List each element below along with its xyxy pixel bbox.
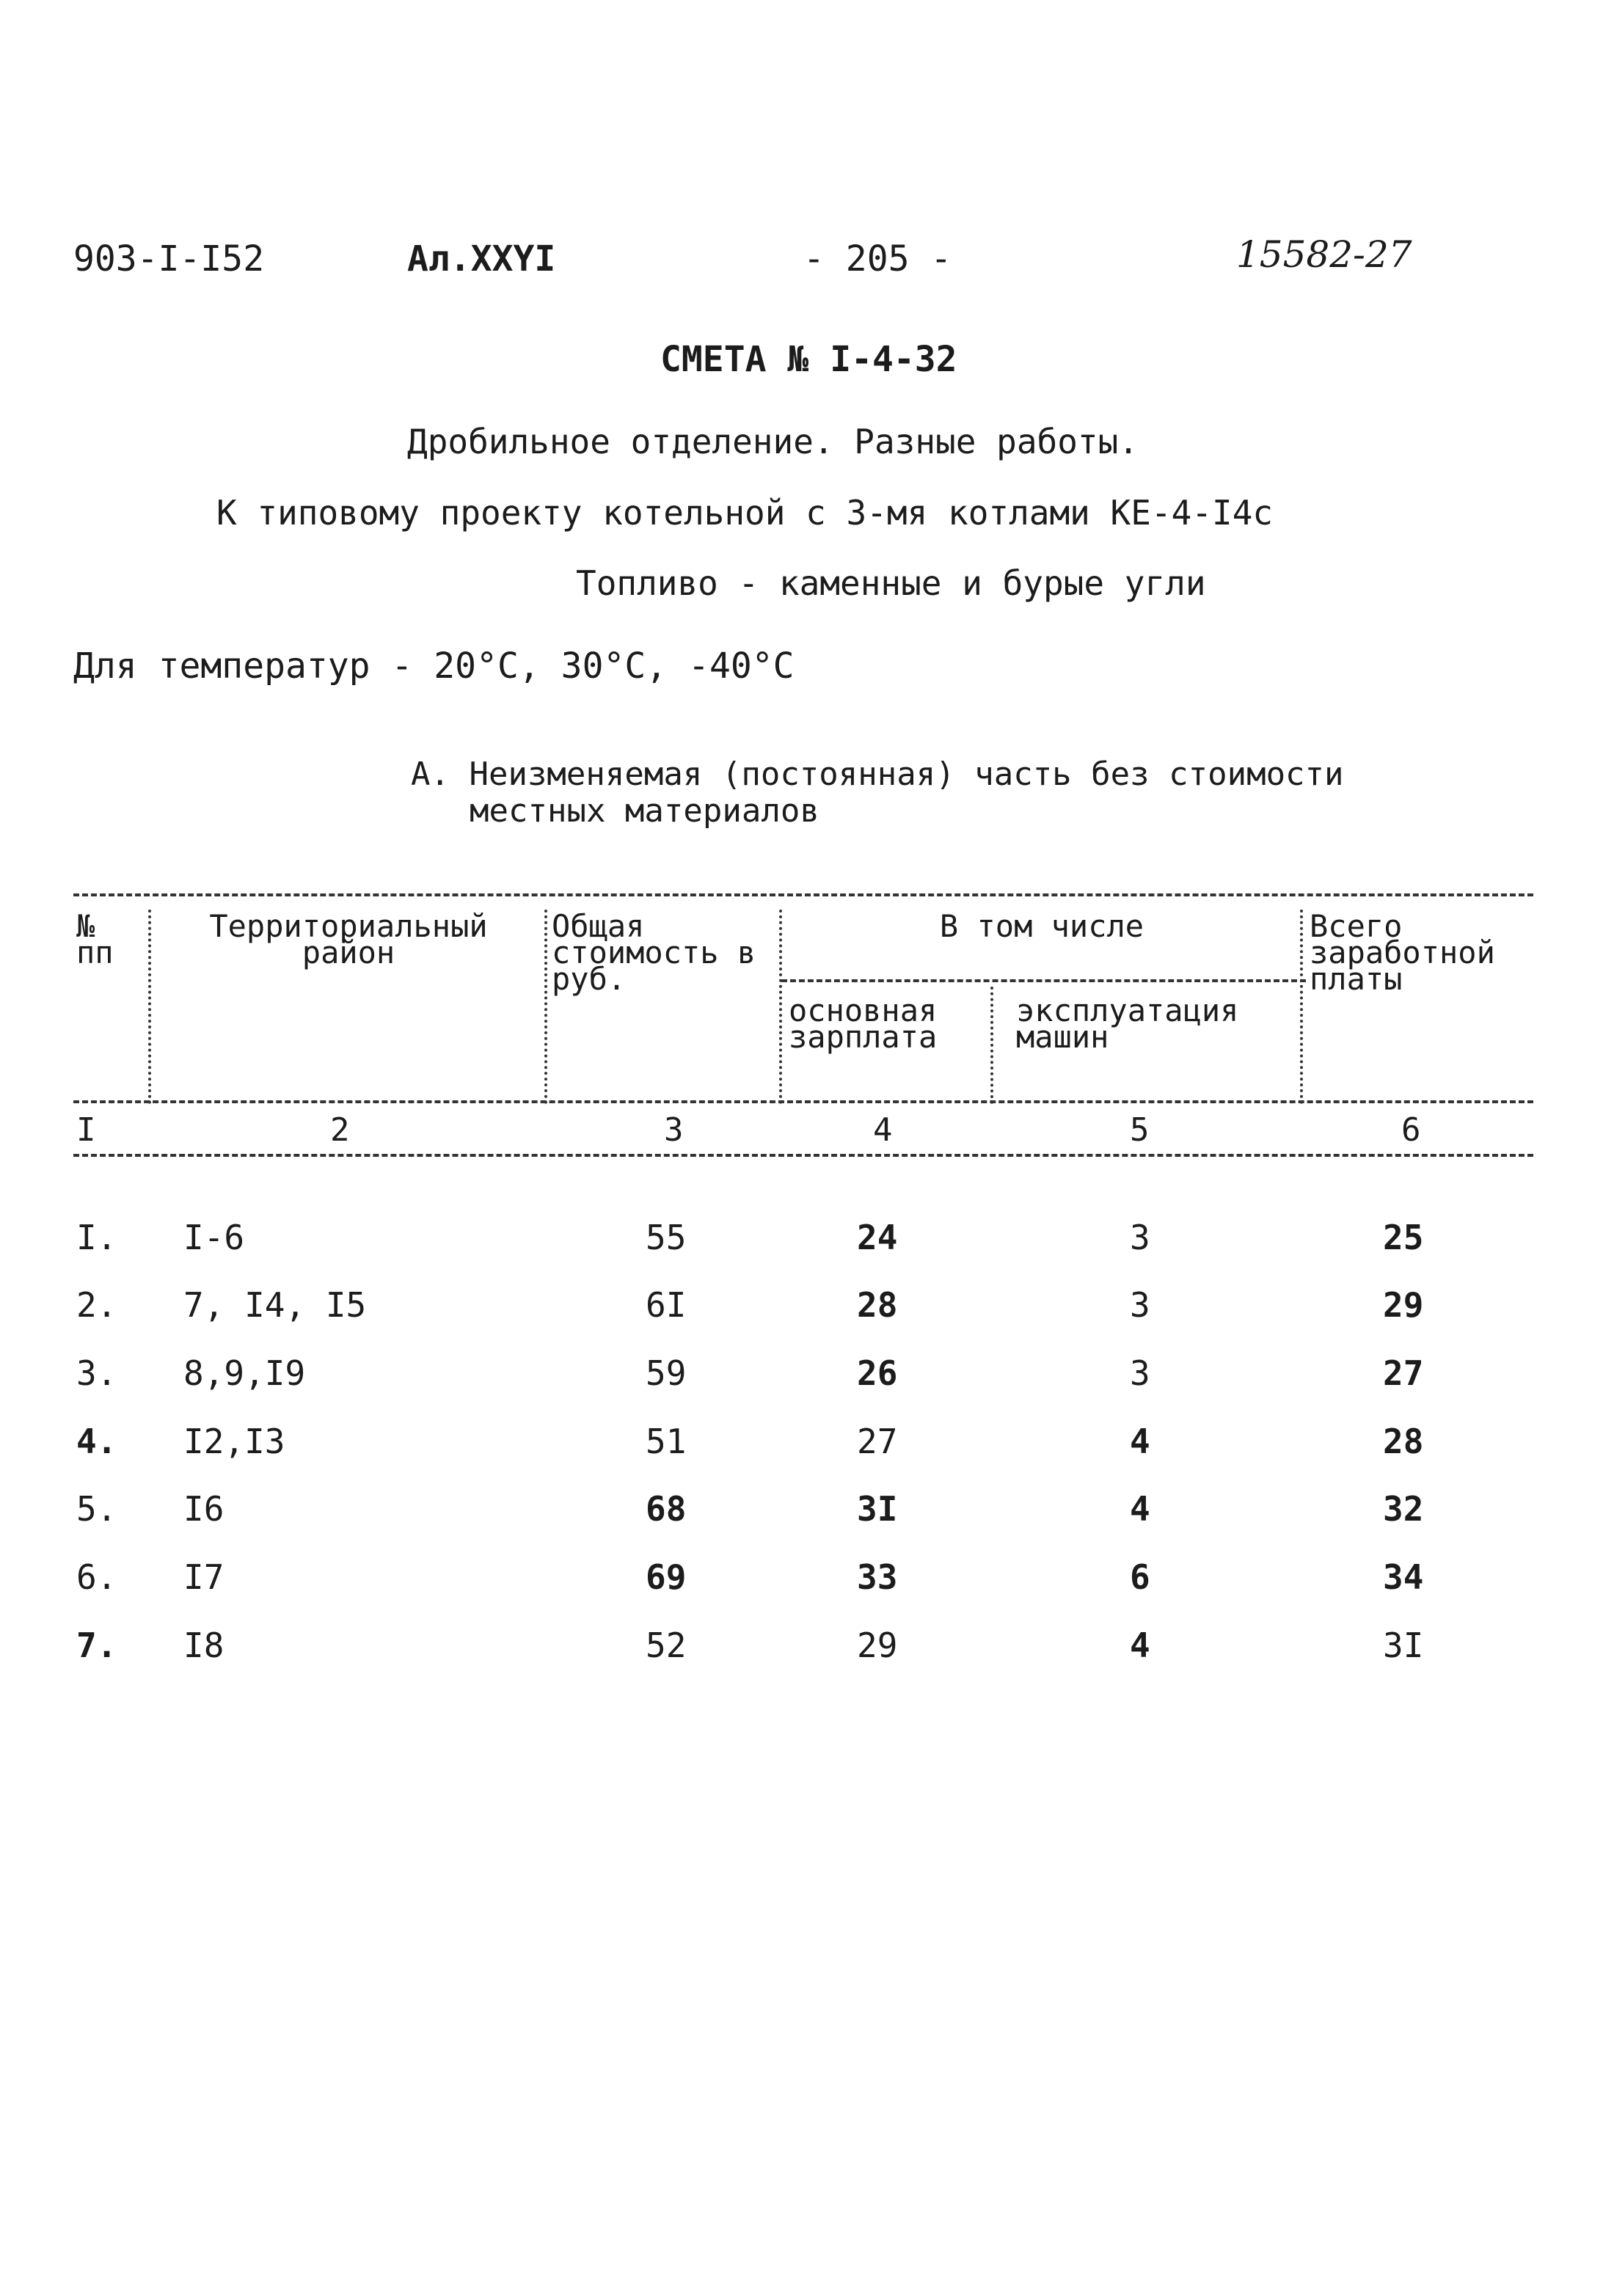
row-number: 6. xyxy=(76,1557,117,1597)
base-salary-cell: 33 xyxy=(857,1557,898,1597)
temperature-range: Для температур - 20°С, 30°С, -40°С xyxy=(73,646,795,687)
column-divider xyxy=(779,910,782,1104)
machine-operation-cell: 4 xyxy=(1130,1422,1150,1461)
row-number: 5. xyxy=(76,1489,117,1529)
total-cost-cell: 69 xyxy=(646,1557,687,1597)
column-number: 3 xyxy=(664,1111,684,1149)
region-cell: I6 xyxy=(183,1489,224,1529)
total-wages-cell: 3I xyxy=(1383,1626,1424,1665)
total-cost-cell: 55 xyxy=(646,1218,687,1257)
group-header-rule xyxy=(781,979,1306,982)
section-a-heading: А. Неизменяемая (постоянная) часть без стоимости xyxy=(411,756,1344,793)
total-cost-cell: 68 xyxy=(646,1489,687,1529)
table-top-rule xyxy=(73,893,1533,896)
machine-operation-cell: 4 xyxy=(1130,1489,1150,1529)
region-cell: 8,9,I9 xyxy=(183,1353,306,1393)
column-divider xyxy=(1300,910,1303,1104)
base-salary-cell: 26 xyxy=(857,1353,898,1393)
region-cell: I2,I3 xyxy=(183,1422,285,1461)
region-cell: I7 xyxy=(183,1557,224,1597)
header-region: Территориальный район xyxy=(209,908,488,970)
machine-operation-cell: 4 xyxy=(1130,1626,1150,1665)
row-number: 7. xyxy=(76,1626,117,1665)
header-bottom-rule xyxy=(73,1100,1533,1103)
column-divider xyxy=(148,910,151,1104)
column-number: 2 xyxy=(330,1111,350,1149)
header-total-cost: Общая стоимость в руб. xyxy=(552,908,756,997)
column-number: 6 xyxy=(1401,1111,1421,1149)
region-cell: I-6 xyxy=(183,1218,245,1257)
base-salary-cell: 29 xyxy=(857,1626,898,1665)
total-cost-cell: 51 xyxy=(646,1422,687,1461)
machine-operation-cell: 3 xyxy=(1130,1285,1150,1325)
column-numbers-rule xyxy=(73,1154,1533,1157)
total-wages-cell: 34 xyxy=(1383,1557,1424,1597)
row-number: I. xyxy=(76,1218,117,1257)
row-number: 4. xyxy=(76,1422,117,1461)
total-wages-cell: 27 xyxy=(1383,1353,1424,1393)
header-machine-operation: эксплуатация машин xyxy=(1016,992,1239,1055)
total-wages-cell: 28 xyxy=(1383,1422,1424,1461)
base-salary-cell: 27 xyxy=(857,1422,898,1461)
row-number: 3. xyxy=(76,1353,117,1393)
column-number: 4 xyxy=(873,1111,893,1149)
total-cost-cell: 52 xyxy=(646,1626,687,1665)
base-salary-cell: 3I xyxy=(857,1489,898,1529)
album-number: Ал.XXYI xyxy=(407,238,556,279)
total-wages-cell: 32 xyxy=(1383,1489,1424,1529)
header-total-wages: Всего заработной платы xyxy=(1310,908,1495,997)
page-number: - 205 - xyxy=(803,238,952,279)
total-cost-cell: 59 xyxy=(646,1353,687,1393)
project-reference: К типовому проекту котельной с 3-мя котлами КЕ-4-I4с xyxy=(216,493,1274,533)
header-including: В том числе xyxy=(939,908,1144,944)
region-cell: 7, I4, I5 xyxy=(183,1285,367,1325)
column-divider xyxy=(544,910,547,1104)
column-divider xyxy=(990,987,993,1104)
row-number: 2. xyxy=(76,1285,117,1325)
estimate-title: СМЕТА № I-4-32 xyxy=(660,339,957,380)
fuel-type: Топливо - каменные и бурые угли xyxy=(576,563,1206,603)
estimate-subtitle: Дробильное отделение. Разные работы. xyxy=(407,422,1139,461)
column-number: I xyxy=(76,1111,96,1149)
document-code: 903-I-I52 xyxy=(73,238,265,279)
total-cost-cell: 6I xyxy=(646,1285,687,1325)
total-wages-cell: 25 xyxy=(1383,1218,1424,1257)
region-cell: I8 xyxy=(183,1626,224,1665)
base-salary-cell: 28 xyxy=(857,1285,898,1325)
machine-operation-cell: 3 xyxy=(1130,1353,1150,1393)
section-a-heading-continued: местных материалов xyxy=(470,792,819,830)
column-number: 5 xyxy=(1130,1111,1150,1149)
total-wages-cell: 29 xyxy=(1383,1285,1424,1325)
header-row-number: № пп xyxy=(76,908,114,970)
machine-operation-cell: 6 xyxy=(1130,1557,1150,1597)
header-base-salary: основная зарплата xyxy=(789,992,938,1055)
machine-operation-cell: 3 xyxy=(1130,1218,1150,1257)
inventory-number: 15582-27 xyxy=(1236,233,1412,276)
base-salary-cell: 24 xyxy=(857,1218,898,1257)
